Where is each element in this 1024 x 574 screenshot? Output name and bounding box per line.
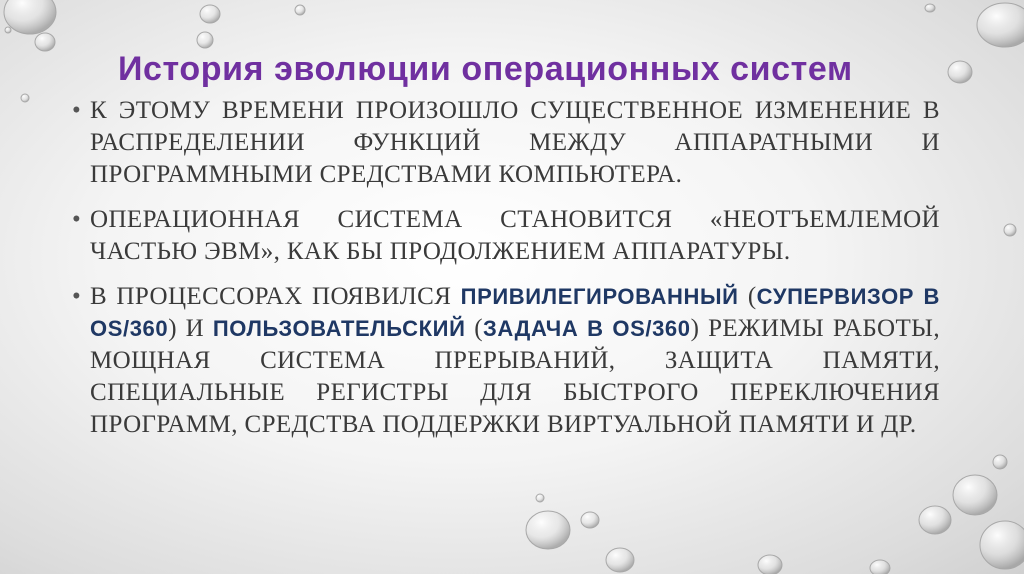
bullet-item-2: • ОПЕРАЦИОННАЯ СИСТЕМА СТАНОВИТСЯ «НЕОТЪЕМЛЕМОЙ ЧАСТЬЮ ЭВМ», КАК БЫ ПРОДОЛЖЕНИЕМ АППАРАТУРЫ. — [72, 204, 940, 268]
bullet-text: ) И — [168, 315, 213, 342]
bullet-text: ( — [465, 315, 483, 342]
bullet-item-1: • К ЭТОМУ ВРЕМЕНИ ПРОИЗОШЛО СУЩЕСТВЕННОЕ ИЗМЕНЕНИЕ В РАСПРЕДЕЛЕНИИ ФУНКЦИЙ МЕЖДУ АППАРАТНЫМИ И ПРОГРАММНЫМИ СРЕДСТВАМИ КОМПЬЮТЕРА. — [72, 95, 940, 191]
slide-title: История эволюции операционных систем — [118, 50, 853, 88]
bullet-item-3 — [72, 281, 940, 441]
highlight-term: ПРИВИЛЕГИРОВАННЫЙ — [460, 284, 739, 309]
slide-content — [72, 95, 940, 454]
highlight-term: ПОЛЬЗОВАТЕЛЬСКИЙ — [212, 316, 466, 341]
highlight-term: ЗАДАЧА В OS/360 — [482, 316, 691, 341]
highlight-term: СУПЕРВИЗОР В OS/360 — [90, 284, 940, 341]
bullet-text: ( — [738, 283, 757, 310]
bullet-text: ) РЕЖИМЫ РАБОТЫ, МОЩНАЯ СИСТЕМА ПРЕРЫВАНИЙ, ЗАЩИТА ПАМЯТИ, СПЕЦИАЛЬНЫЕ РЕГИСТРЫ ДЛЯ БЫСТРОГО ПЕРЕКЛЮЧЕНИЯ ПРОГРАММ, СРЕДСТВА ПОДДЕРЖКИ ВИРТУАЛЬНОЙ ПАМЯТИ И ДР. — [90, 315, 940, 438]
bullet-text: В ПРОЦЕССОРАХ ПОЯВИЛСЯ — [90, 283, 461, 310]
